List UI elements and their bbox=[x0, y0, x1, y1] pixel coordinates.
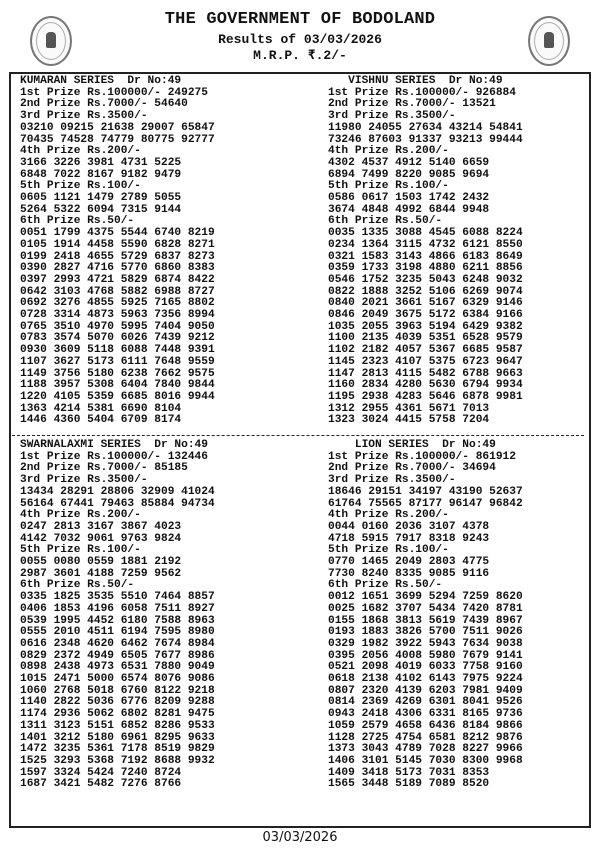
sixth-prize-row: 1312 2955 4361 5671 7013 bbox=[328, 402, 490, 415]
sixth-prize-row: 0199 2418 4655 5729 6837 8273 bbox=[20, 250, 215, 263]
sixth-prize-row: 0335 1825 3535 5510 7464 8857 bbox=[20, 591, 215, 604]
sixth-prize-row: 0840 2021 3661 5167 6329 9146 bbox=[328, 297, 523, 310]
first-prize: 1st Prize Rs.100000/- 926884 bbox=[328, 86, 516, 99]
sixth-prize-row: 0555 2010 4511 6194 7595 8980 bbox=[20, 626, 215, 639]
sixth-prize-row: 1188 3957 5308 6404 7840 9844 bbox=[20, 379, 215, 392]
sixth-prize-row: 0692 3276 4855 5925 7165 8802 bbox=[20, 297, 215, 310]
prize-label: 6th Prize Rs.50/- bbox=[328, 579, 443, 592]
sixth-prize-row: 0035 1335 3088 4545 6088 8224 bbox=[328, 227, 523, 240]
fifth-prize-row: 0586 0617 1503 1742 2432 bbox=[328, 192, 490, 205]
sixth-prize-row: 0546 1752 3235 5043 6248 9032 bbox=[328, 273, 523, 286]
sixth-prize-row: 0012 1651 3699 5294 7259 8620 bbox=[328, 591, 523, 604]
sixth-prize-row: 1311 3123 5151 6852 8286 9533 bbox=[20, 719, 215, 732]
third-prize-row: 11980 24055 27634 43214 54841 bbox=[328, 121, 523, 134]
fifth-prize-row: 0055 0080 0559 1881 2192 bbox=[20, 556, 182, 569]
sixth-prize-row: 1145 2323 4107 5375 6723 9647 bbox=[328, 355, 523, 368]
sixth-prize-row: 1323 3024 4415 5758 7204 bbox=[328, 414, 490, 427]
second-prize: 2nd Prize Rs.7000/- 85185 bbox=[20, 462, 188, 475]
sixth-prize-row: 0807 2320 4139 6203 7981 9409 bbox=[328, 684, 523, 697]
sixth-prize-row: 0616 2348 4620 6462 7674 8984 bbox=[20, 637, 215, 650]
series-block-kumaran bbox=[20, 76, 215, 427]
series-block-vishnu bbox=[328, 76, 523, 427]
sixth-prize-row: 1102 2182 4057 5367 6685 9587 bbox=[328, 344, 523, 357]
fourth-prize-row: 4718 5915 7917 8318 9243 bbox=[328, 532, 490, 545]
prize-label: 3rd Prize Rs.3500/- bbox=[20, 474, 148, 487]
prize-label: 3rd Prize Rs.3500/- bbox=[328, 474, 456, 487]
sixth-prize-row: 0406 1853 4196 6058 7511 8927 bbox=[20, 602, 215, 615]
sixth-prize-row: 0521 2098 4019 6033 7758 9160 bbox=[328, 661, 523, 674]
prize-label: 4th Prize Rs.200/- bbox=[20, 145, 141, 158]
third-prize-row: 56164 67441 79463 85884 94734 bbox=[20, 497, 215, 510]
sixth-prize-row: 1060 2768 5018 6760 8122 9218 bbox=[20, 684, 215, 697]
sixth-prize-row: 0642 3103 4768 5882 6988 8727 bbox=[20, 285, 215, 298]
sixth-prize-row: 1059 2579 4658 6436 8184 9866 bbox=[328, 719, 523, 732]
sixth-prize-row: 0234 1364 3115 4732 6121 8550 bbox=[328, 238, 523, 251]
third-prize-row: 03210 09215 21638 29007 65847 bbox=[20, 121, 215, 134]
prize-label: 5th Prize Rs.100/- bbox=[20, 180, 141, 193]
sixth-prize-row: 1195 2938 4283 5646 6878 9981 bbox=[328, 390, 523, 403]
sixth-prize-row: 0728 3314 4873 5963 7356 8994 bbox=[20, 309, 215, 322]
page-title: THE GOVERNMENT OF BODOLAND bbox=[164, 10, 436, 29]
third-prize-row: 18646 29151 34197 43190 52637 bbox=[328, 485, 523, 498]
sixth-prize-row: 0539 1995 4452 6180 7588 8963 bbox=[20, 614, 215, 627]
sixth-prize-row: 1406 3101 5145 7030 8300 9968 bbox=[328, 754, 523, 767]
series-heading: LION SERIES Dr No:49 bbox=[328, 439, 496, 451]
mrp-price: M.R.P. ₹.2/- bbox=[253, 48, 347, 63]
sixth-prize-row: 0618 2138 4102 6143 7975 9224 bbox=[328, 673, 523, 686]
fifth-prize-row: 0605 1121 1479 2789 5055 bbox=[20, 192, 182, 205]
fifth-prize-row: 2987 3601 4188 7259 9562 bbox=[20, 567, 182, 580]
sixth-prize-row: 1174 2936 5062 6802 8281 9475 bbox=[20, 708, 215, 721]
prize-label: 4th Prize Rs.200/- bbox=[20, 509, 141, 522]
sixth-prize-row: 0765 3510 4970 5995 7404 9050 bbox=[20, 320, 215, 333]
fourth-prize-row: 6848 7022 8167 9182 9479 bbox=[20, 168, 182, 181]
sixth-prize-row: 0943 2418 4306 6331 8165 9736 bbox=[328, 708, 523, 721]
fourth-prize-row: 4142 7032 9061 9763 9824 bbox=[20, 532, 182, 545]
prize-label: 5th Prize Rs.100/- bbox=[328, 544, 449, 557]
sixth-prize-row: 0783 3574 5070 6026 7439 9212 bbox=[20, 332, 215, 345]
sixth-prize-row: 0846 2049 3675 5172 6384 9166 bbox=[328, 309, 523, 322]
prize-label: 4th Prize Rs.200/- bbox=[328, 509, 449, 522]
series-block-lion bbox=[328, 440, 523, 791]
sixth-prize-row: 1401 3212 5180 6961 8295 9633 bbox=[20, 731, 215, 744]
sixth-prize-row: 1147 2813 4115 5482 6788 9663 bbox=[328, 367, 523, 380]
prize-label: 5th Prize Rs.100/- bbox=[328, 180, 449, 193]
sixth-prize-row: 1107 3627 5173 6111 7648 9559 bbox=[20, 355, 215, 368]
prize-label: 6th Prize Rs.50/- bbox=[20, 215, 135, 228]
sixth-prize-row: 0193 1883 3826 5700 7511 9026 bbox=[328, 626, 523, 639]
sixth-prize-row: 1472 3235 5361 7178 8519 9829 bbox=[20, 743, 215, 756]
prize-label: 6th Prize Rs.50/- bbox=[328, 215, 443, 228]
fourth-prize-row: 3166 3226 3981 4731 5225 bbox=[20, 156, 182, 169]
series-heading: KUMARAN SERIES Dr No:49 bbox=[20, 75, 182, 87]
fifth-prize-row: 3674 4848 4992 6844 9948 bbox=[328, 203, 490, 216]
fourth-prize-row: 0044 0160 2036 3107 4378 bbox=[328, 520, 490, 533]
first-prize: 1st Prize Rs.100000/- 132446 bbox=[20, 450, 208, 463]
third-prize-row: 61764 75565 87177 96147 96842 bbox=[328, 497, 523, 510]
series-heading: VISHNU SERIES Dr No:49 bbox=[328, 75, 503, 87]
sixth-prize-row: 1160 2834 4280 5630 6794 9934 bbox=[328, 379, 523, 392]
lion-capital-icon bbox=[544, 32, 554, 48]
government-emblem-icon bbox=[528, 16, 570, 66]
prize-label: 4th Prize Rs.200/- bbox=[328, 145, 449, 158]
sixth-prize-row: 1373 3043 4789 7028 8227 9966 bbox=[328, 743, 523, 756]
series-divider bbox=[12, 435, 584, 436]
series-block-swarnalaxmi bbox=[20, 440, 215, 791]
second-prize: 2nd Prize Rs.7000/- 34694 bbox=[328, 462, 496, 475]
results-date: Results of 03/03/2026 bbox=[218, 32, 382, 47]
fourth-prize-row: 6894 7499 8220 9085 9694 bbox=[328, 168, 490, 181]
sixth-prize-row: 0930 3609 5118 6088 7448 9391 bbox=[20, 344, 215, 357]
sixth-prize-row: 1409 3418 5173 7031 8353 bbox=[328, 766, 490, 779]
sixth-prize-row: 1597 3324 5424 7240 8724 bbox=[20, 766, 182, 779]
sixth-prize-row: 0359 1733 3198 4880 6211 8856 bbox=[328, 262, 523, 275]
series-heading: SWARNALAXMI SERIES Dr No:49 bbox=[20, 439, 208, 451]
sixth-prize-row: 0329 1982 3922 5943 7634 9038 bbox=[328, 637, 523, 650]
third-prize-row: 13434 28291 28806 32909 41024 bbox=[20, 485, 215, 498]
fifth-prize-row: 7730 8240 8335 9085 9116 bbox=[328, 567, 490, 580]
fifth-prize-row: 5264 5322 6094 7315 9144 bbox=[20, 203, 182, 216]
sixth-prize-row: 1140 2822 5036 6776 8209 9288 bbox=[20, 696, 215, 709]
sixth-prize-row: 1363 4214 5381 6690 8104 bbox=[20, 402, 182, 415]
sixth-prize-row: 0155 1868 3813 5619 7439 8967 bbox=[328, 614, 523, 627]
second-prize: 2nd Prize Rs.7000/- 54640 bbox=[20, 98, 188, 111]
prize-label: 5th Prize Rs.100/- bbox=[20, 544, 141, 557]
sixth-prize-row: 1100 2135 4039 5351 6528 9579 bbox=[328, 332, 523, 345]
sixth-prize-row: 1015 2471 5000 6574 8076 9086 bbox=[20, 673, 215, 686]
fifth-prize-row: 0770 1465 2049 2803 4775 bbox=[328, 556, 490, 569]
sixth-prize-row: 0051 1799 4375 5544 6740 8219 bbox=[20, 227, 215, 240]
sixth-prize-row: 0814 2369 4269 6301 8041 9526 bbox=[328, 696, 523, 709]
prize-label: 6th Prize Rs.50/- bbox=[20, 579, 135, 592]
sixth-prize-row: 0105 1914 4458 5590 6828 8271 bbox=[20, 238, 215, 251]
first-prize: 1st Prize Rs.100000/- 249275 bbox=[20, 86, 208, 99]
sixth-prize-row: 1128 2725 4754 6581 8212 9876 bbox=[328, 731, 523, 744]
footer-date: 03/03/2026 bbox=[262, 830, 338, 845]
sixth-prize-row: 0397 2993 4721 5829 6874 8422 bbox=[20, 273, 215, 286]
sixth-prize-row: 0898 2438 4973 6531 7880 9049 bbox=[20, 661, 215, 674]
sixth-prize-row: 0822 1888 3252 5106 6269 9074 bbox=[328, 285, 523, 298]
sixth-prize-row: 1446 4360 5404 6709 8174 bbox=[20, 414, 182, 427]
sixth-prize-row: 1035 2055 3963 5194 6429 9382 bbox=[328, 320, 523, 333]
fourth-prize-row: 4302 4537 4912 5140 6659 bbox=[328, 156, 490, 169]
second-prize: 2nd Prize Rs.7000/- 13521 bbox=[328, 98, 496, 111]
sixth-prize-row: 1687 3421 5482 7276 8766 bbox=[20, 778, 182, 791]
sixth-prize-row: 1220 4105 5359 6685 8016 9944 bbox=[20, 390, 215, 403]
sixth-prize-row: 0395 2056 4008 5980 7679 9141 bbox=[328, 649, 523, 662]
third-prize-row: 70435 74528 74779 80775 92777 bbox=[20, 133, 215, 146]
document-header bbox=[0, 0, 600, 70]
prize-label: 3rd Prize Rs.3500/- bbox=[328, 110, 456, 123]
sixth-prize-row: 1149 3756 5180 6238 7662 9575 bbox=[20, 367, 215, 380]
first-prize: 1st Prize Rs.100000/- 861912 bbox=[328, 450, 516, 463]
third-prize-row: 73246 87603 91337 93213 99444 bbox=[328, 133, 523, 146]
sixth-prize-row: 1565 3448 5189 7089 8520 bbox=[328, 778, 490, 791]
sixth-prize-row: 0025 1682 3707 5434 7420 8781 bbox=[328, 602, 523, 615]
sixth-prize-row: 0321 1583 3143 4866 6183 8649 bbox=[328, 250, 523, 263]
fourth-prize-row: 0247 2813 3167 3867 4023 bbox=[20, 520, 182, 533]
prize-label: 3rd Prize Rs.3500/- bbox=[20, 110, 148, 123]
sixth-prize-row: 0390 2827 4716 5770 6860 8383 bbox=[20, 262, 215, 275]
sixth-prize-row: 1525 3293 5368 7192 8688 9932 bbox=[20, 754, 215, 767]
sixth-prize-row: 0829 2372 4949 6505 7677 8986 bbox=[20, 649, 215, 662]
